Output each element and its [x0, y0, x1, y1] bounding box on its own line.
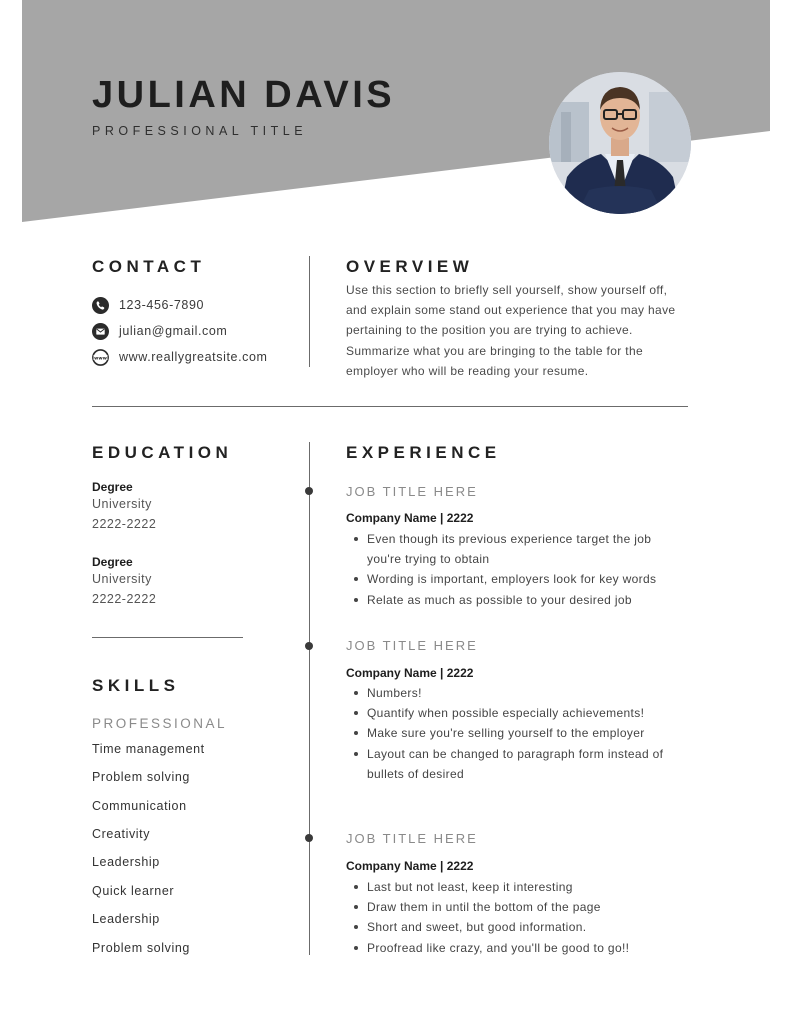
education-years: 2222-2222 — [92, 517, 157, 531]
company-name: Company Name | 2222 — [346, 511, 474, 525]
overview-line: employer who will be reading your resume. — [346, 363, 589, 378]
job-title: JOB TITLE HERE — [346, 831, 478, 846]
education-university: University — [92, 497, 152, 511]
job-bullet: Quantify when possible especially achievements! — [346, 703, 686, 723]
resume-page — [22, 0, 770, 1028]
overview-line: Use this section to briefly sell yourself, show yourself off, — [346, 283, 668, 297]
skill-item: Communication — [92, 799, 187, 813]
profile-photo — [549, 72, 691, 214]
job-bullet: Numbers! — [346, 683, 686, 703]
skills-heading: SKILLS — [92, 676, 180, 695]
timeline-dot — [305, 834, 313, 842]
education-university: University — [92, 572, 152, 586]
candidate-name: JULIAN DAVIS — [92, 74, 396, 116]
contact-heading: CONTACT — [92, 257, 206, 276]
overview-heading: OVERVIEW — [346, 257, 474, 276]
experience-timeline — [309, 442, 310, 955]
education-degree: Degree — [92, 555, 133, 569]
job-title: JOB TITLE HERE — [346, 638, 478, 653]
overview-line: pertaining to the position you are trying to achieve. — [346, 323, 633, 338]
job-bullet: Make sure you're selling yourself to the employer — [346, 723, 686, 743]
svg-text:www: www — [94, 355, 107, 361]
overview-paragraph — [346, 280, 696, 381]
professional-title: PROFESSIONAL TITLE — [92, 124, 308, 138]
company-name: Company Name | 2222 — [346, 666, 474, 680]
phone-icon — [92, 297, 109, 314]
skill-item: Problem solving — [92, 770, 190, 784]
job-bullet: Even though its previous experience target the job you're trying to obtain — [346, 529, 686, 569]
skill-item: Leadership — [92, 855, 160, 869]
website-icon — [92, 349, 109, 366]
overview-line: and explain some stand out experience that you may have — [346, 303, 676, 318]
job-bullet: Wording is important, employers look for key words — [346, 569, 686, 589]
job-bullets — [346, 877, 686, 958]
timeline-dot — [305, 642, 313, 650]
job-title: JOB TITLE HERE — [346, 484, 478, 499]
job-bullet: Layout can be changed to paragraph form instead of bullets of desired — [346, 744, 686, 784]
contact-phone — [92, 295, 204, 315]
skill-item: Time management — [92, 742, 205, 756]
job-bullet: Relate as much as possible to your desired job — [346, 590, 686, 610]
email-address: julian@gmail.com — [119, 324, 228, 338]
job-bullet: Short and sweet, but good information. — [346, 917, 686, 937]
skill-item: Leadership — [92, 912, 160, 926]
company-name: Company Name | 2222 — [346, 859, 474, 873]
experience-heading: EXPERIENCE — [346, 443, 501, 462]
skill-item: Quick learner — [92, 884, 175, 898]
job-bullet: Proofread like crazy, and you'll be good to go!! — [346, 938, 686, 958]
job-bullets — [346, 683, 686, 784]
job-bullet: Draw them in until the bottom of the page — [346, 897, 686, 917]
contact-email — [92, 321, 227, 341]
phone-number: 123-456-7890 — [119, 298, 205, 312]
timeline-dot — [305, 487, 313, 495]
skill-item: Problem solving — [92, 941, 190, 955]
education-heading: EDUCATION — [92, 443, 233, 462]
job-bullet: Last but not least, keep it interesting — [346, 877, 686, 897]
education-degree: Degree — [92, 480, 133, 494]
education-years: 2222-2222 — [92, 592, 157, 606]
skills-subheading: PROFESSIONAL — [92, 716, 228, 731]
job-bullets — [346, 529, 686, 610]
skill-item: Creativity — [92, 827, 151, 841]
education-divider — [92, 637, 243, 638]
email-icon — [92, 323, 109, 340]
section-divider — [92, 406, 688, 407]
contact-divider — [309, 256, 310, 367]
contact-website — [92, 347, 268, 367]
website-url: www.reallygreatsite.com — [119, 350, 268, 364]
overview-line: Summarize what you are bringing to the table for the — [346, 343, 644, 358]
